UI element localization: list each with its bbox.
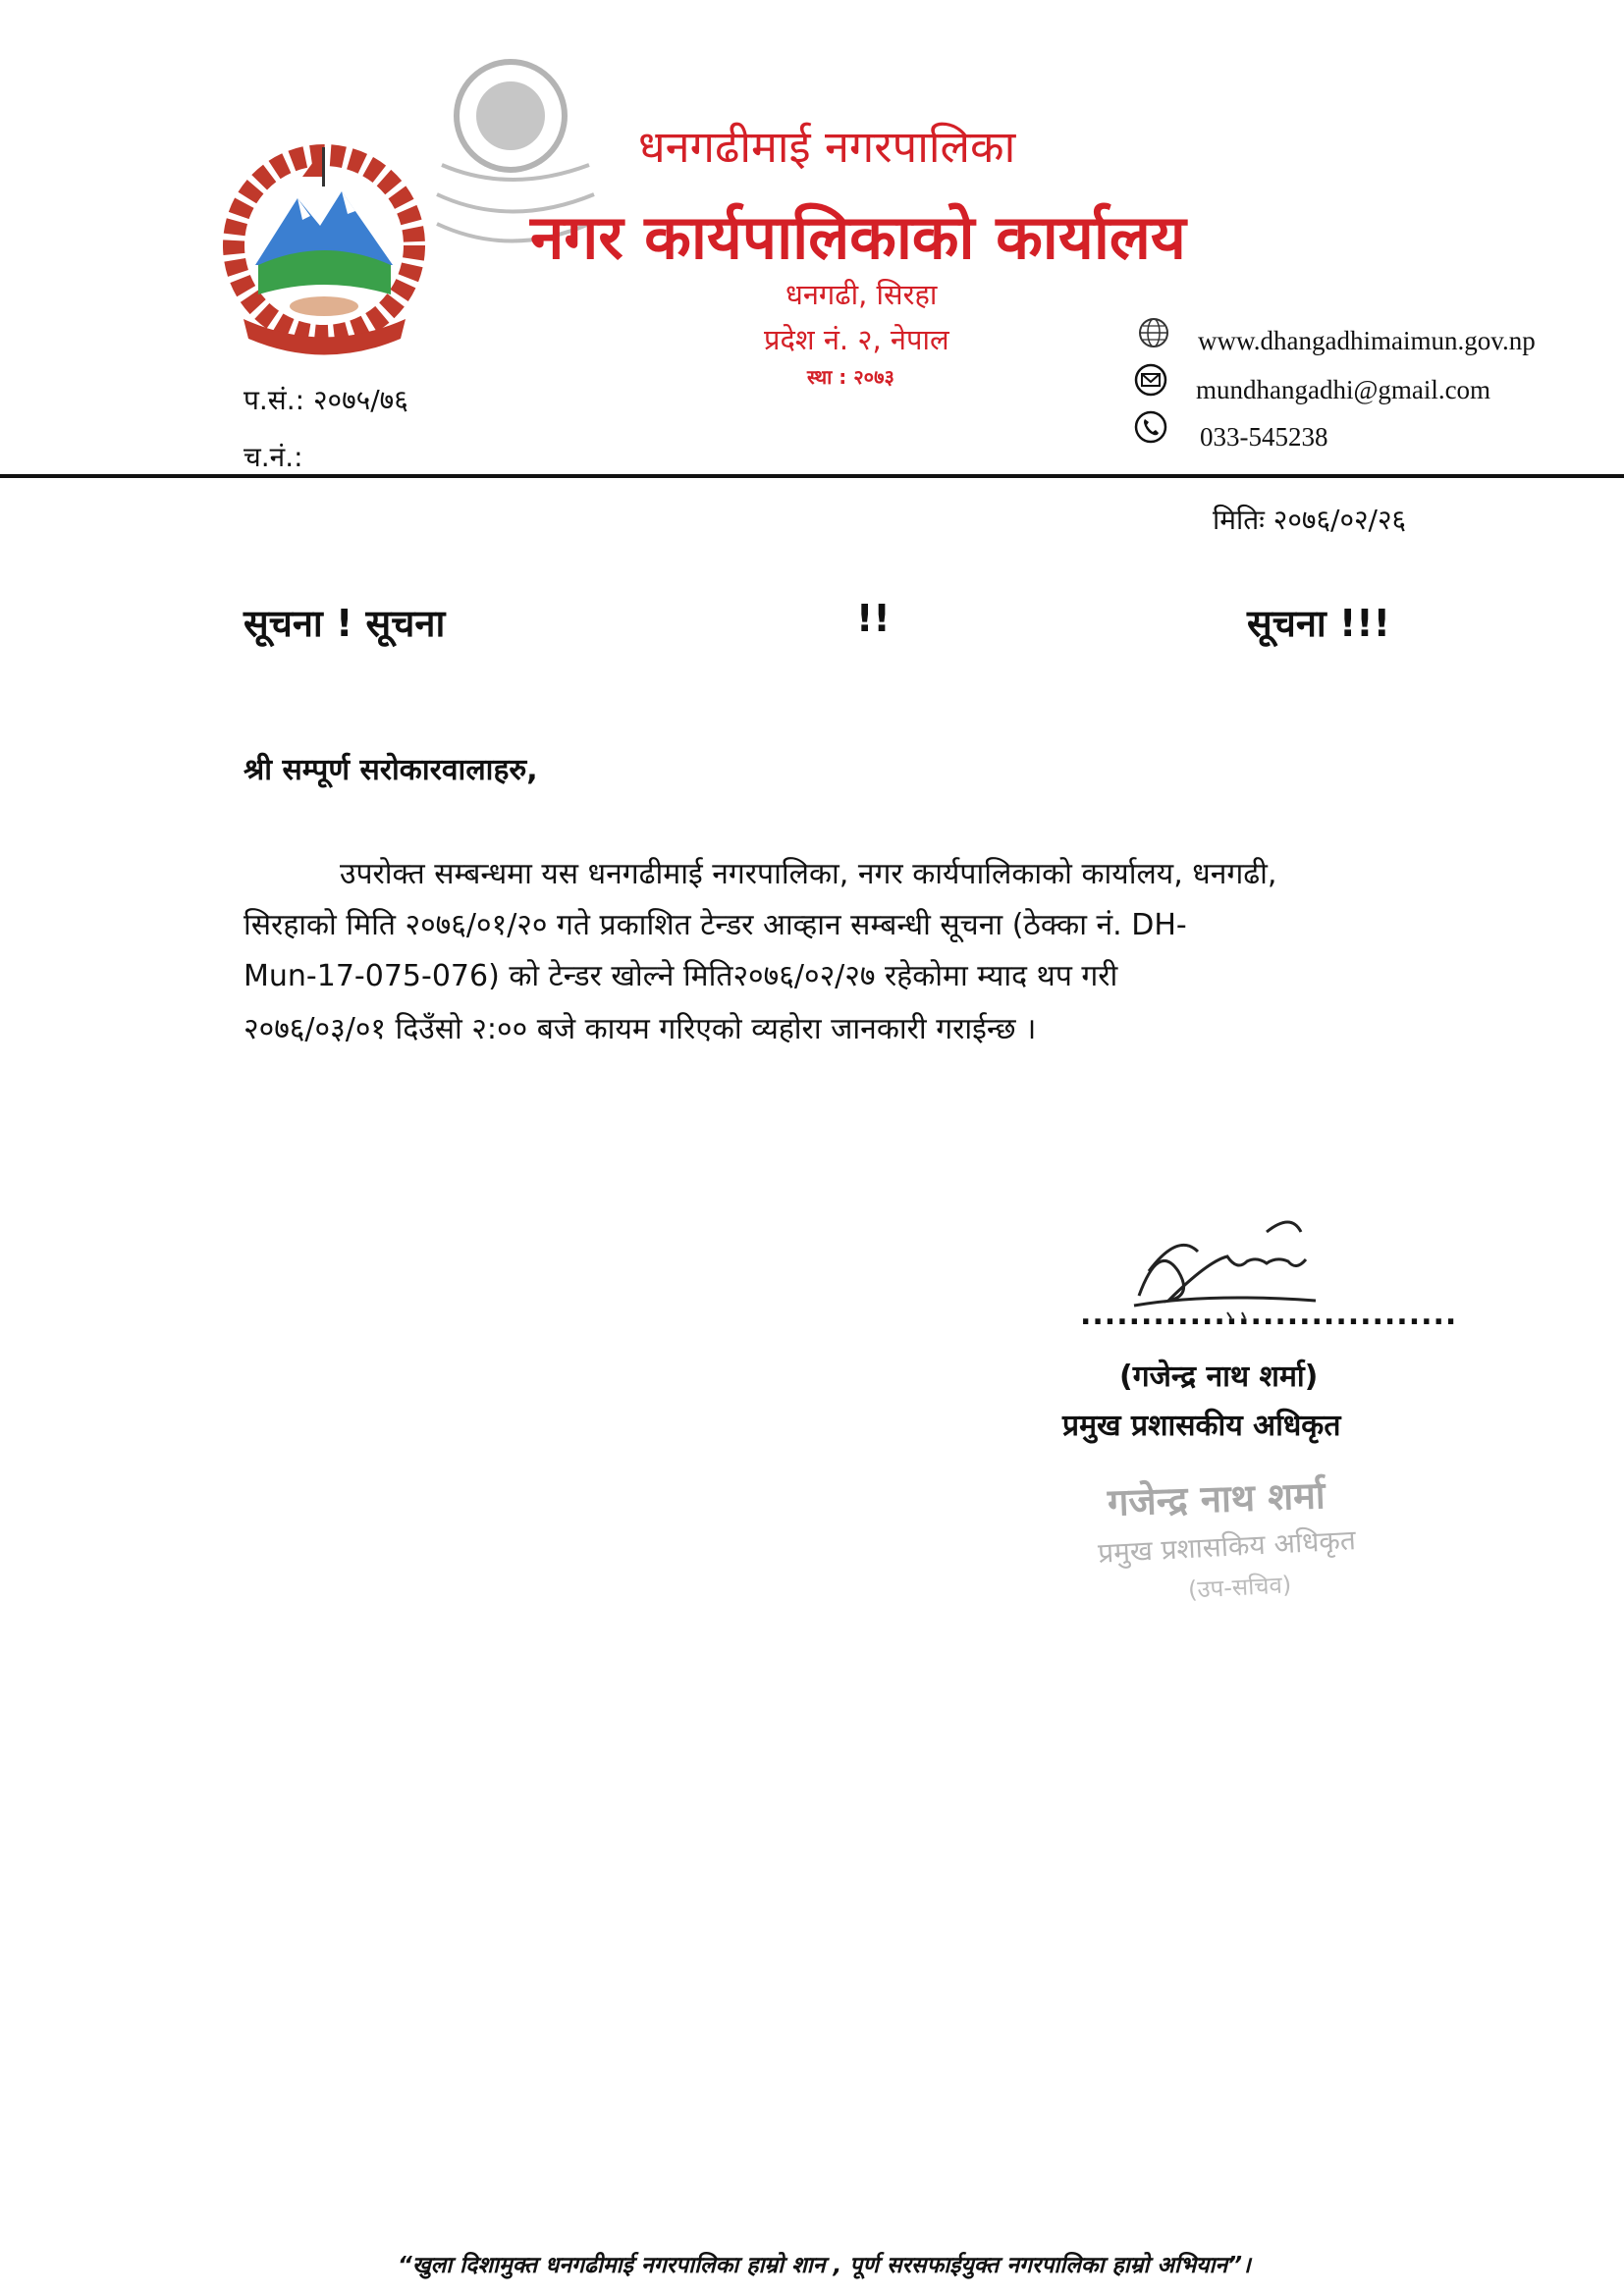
salutation: श्री सम्पूर्ण सरोकारवालाहरु, [244,753,538,787]
globe-icon [1137,316,1170,349]
notice-heading-left: सूचना ! सूचना [244,602,446,645]
signer-name: (गजेन्द्र नाथ शर्मा) [1119,1360,1319,1394]
phone-icon [1134,410,1167,444]
address-line-2: प्रदेश नं. २, नेपाल [764,323,949,356]
signature-line: ............................... [1080,1298,1458,1332]
phone-number: 033-545238 [1200,422,1328,452]
email-link[interactable]: mundhangadhi@gmail.com [1196,375,1491,404]
stamp-name: गजेन्द्र नाथ शर्मा [1107,1473,1326,1524]
body-line-4: २०७६/०३/०१ दिउँसो २:०० बजे कायम गरिएको व्यहोरा जानकारी गराईन्छ । [244,1012,1037,1046]
body-line-2: सिरहाको मिति २०७६/०१/२० गते प्रकाशित टेन्डर आव्हान सम्बन्धी सूचना (ठेक्का नं. DH- [244,908,1187,942]
stamp-title: प्रमुख प्रशासकिय अधिकृत [1097,1523,1357,1570]
nepal-emblem-icon [204,137,445,358]
municipality-name: धनगढीमाई नगरपालिका [638,121,1016,173]
signer-title: प्रमुख प्रशासकीय अधिकृत [1062,1409,1341,1443]
document-date: मितिः २०७६/०२/२६ [1213,504,1407,536]
notice-heading-right: सूचना !!! [1247,602,1390,645]
envelope-icon [1134,363,1167,397]
body-line-3: Mun-17-075-076) को टेन्डर खोल्ने मिति२०७६/०२/२७ रहेकोमा म्याद थप गरी [244,959,1118,993]
office-name: नगर कार्यपालिकाको कार्यालय [530,201,1186,273]
reference-number: प.सं.: २०७५/७६ [244,384,408,416]
body-line-1: उपरोक्त सम्बन्धमा यस धनगढीमाई नगरपालिका, नगर कार्यपालिकाको कार्यालय, धनगढी, [340,857,1277,891]
address-line-1: धनगढी, सिरहा [785,278,938,311]
header-divider [0,474,1624,478]
footer-slogan: “खुला दिशामुक्त धनगढीमाई नगरपालिका हाम्रो शान , पूर्ण सरसफाईयुक्त नगरपालिका हाम्रो अभियान”। [398,2253,1251,2278]
dispatch-number: च.नं.: [244,441,303,473]
website-link[interactable]: www.dhangadhimaimun.gov.np [1198,326,1536,355]
stamp-rank: (उप-सचिव) [1187,1571,1292,1604]
notice-heading-center: !! [856,597,891,640]
established-year: स्था : २०७३ [807,365,894,389]
